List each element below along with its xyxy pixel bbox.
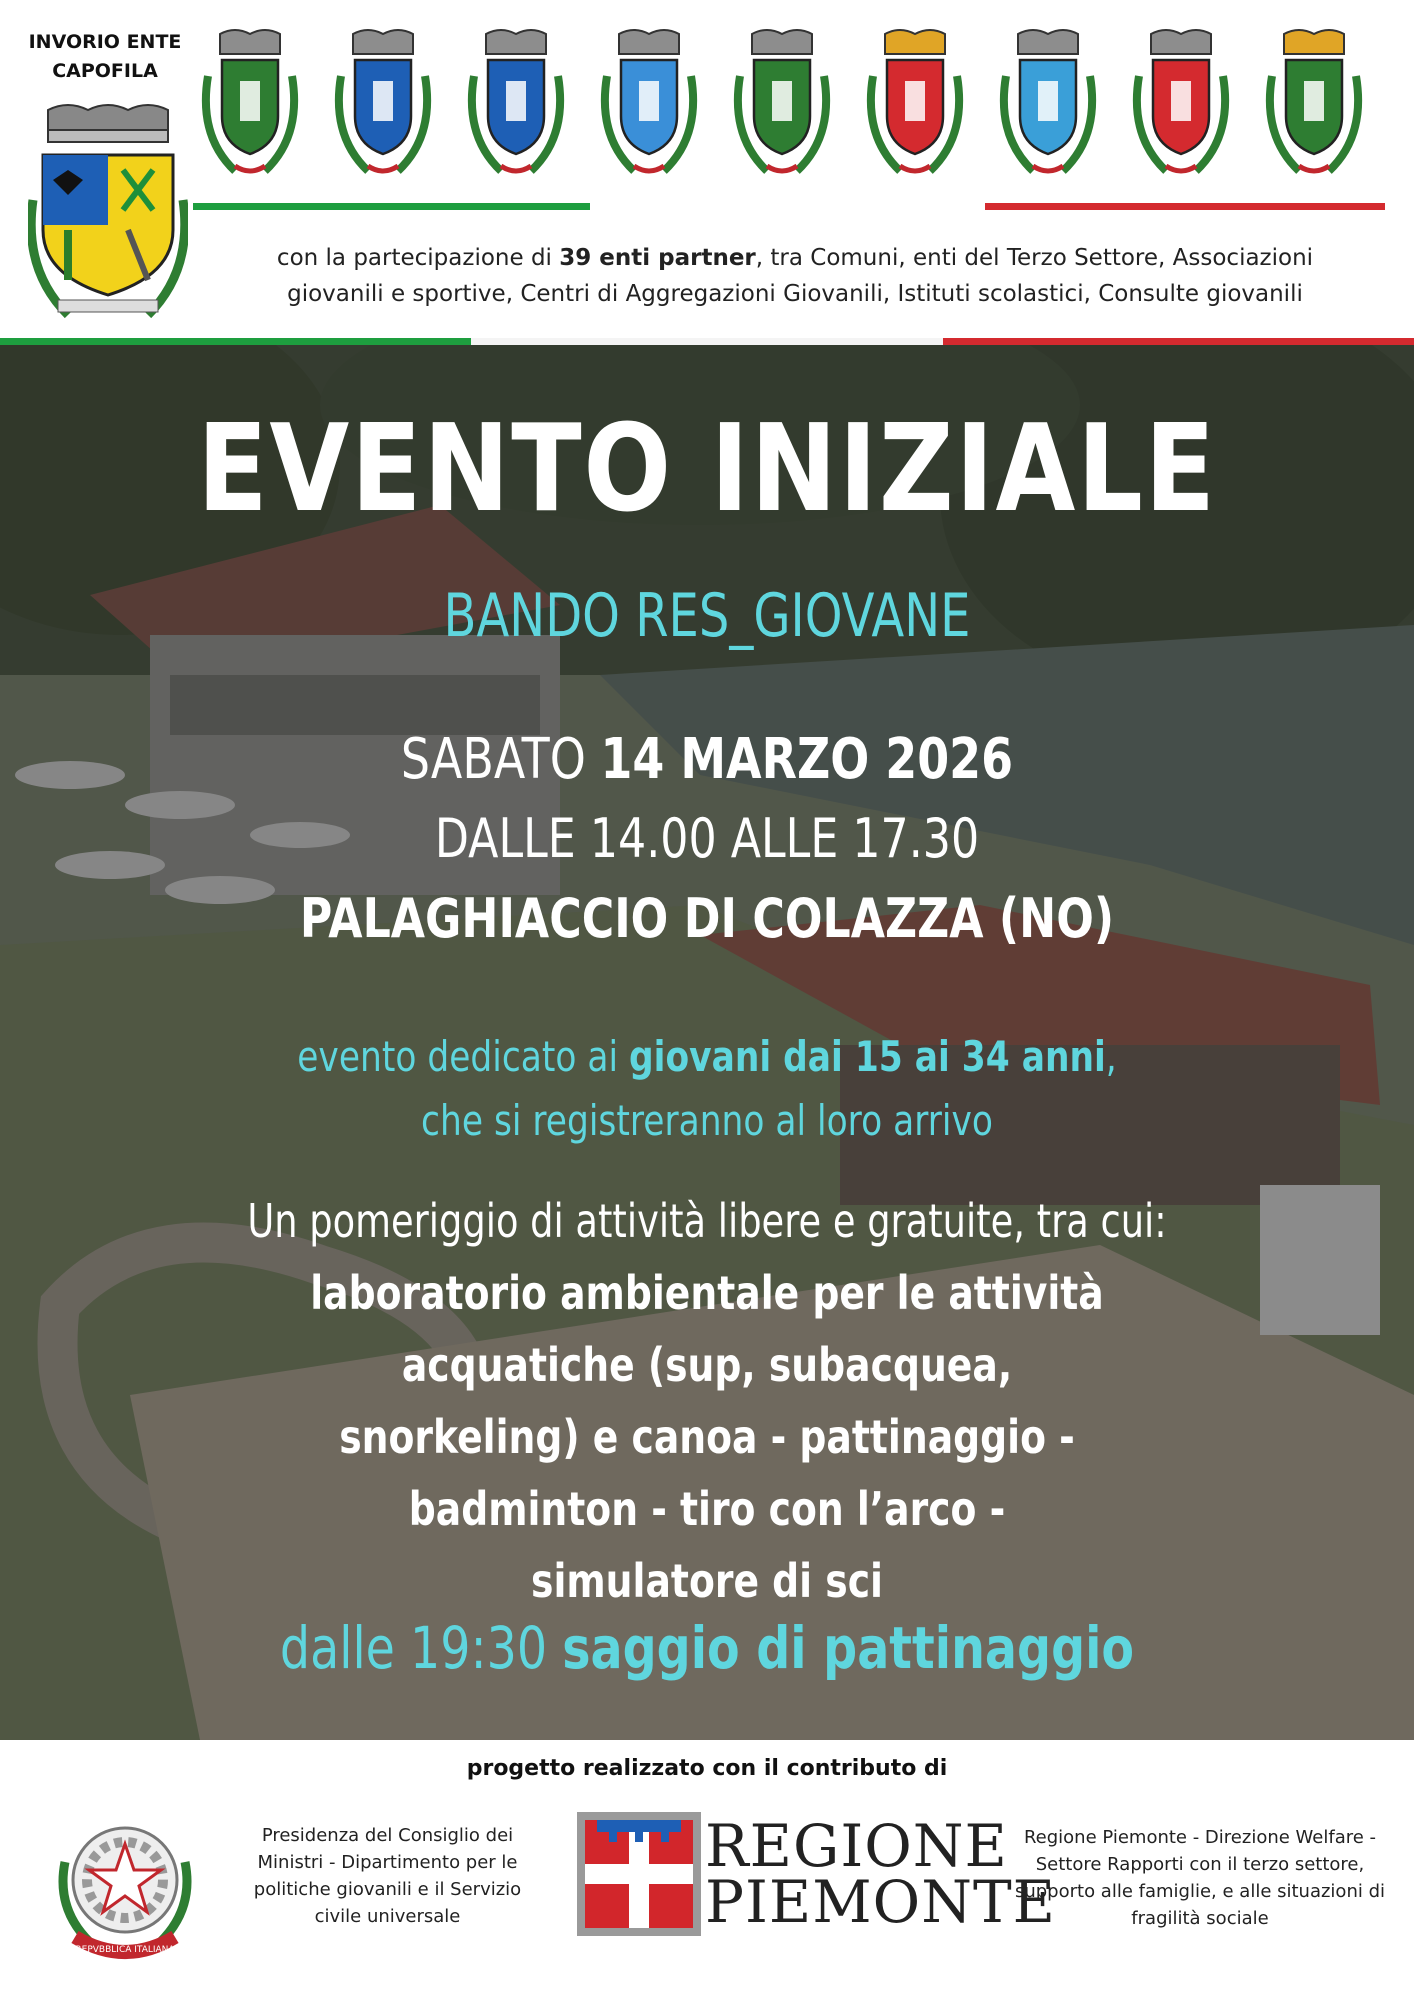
coat-of-arms-arm-sword-icon <box>1121 26 1241 186</box>
skating-show <box>127 1610 1286 1686</box>
date-value: 14 MARZO 2026 <box>600 727 1014 792</box>
partner-text-pre: con la partecipazione di <box>276 245 560 271</box>
lead-label-line1: INVORIO ENTE <box>28 31 182 53</box>
partner-text-post: , tra Comuni, enti del Terzo Settore, Associazioni giovanili e sportive, Centri di Aggregazioni Giovanili, Istituti scolastici, Consulte giovanili <box>287 245 1314 307</box>
footer <box>0 1740 1414 2000</box>
italian-republic-emblem-icon <box>45 1802 205 1962</box>
coat-of-arms-fortress-icon <box>988 26 1108 186</box>
audience-pre: evento dedicato ai <box>297 1032 630 1081</box>
region-department-text: Regione Piemonte - Direzione Welfare - Settore Rapporti con il terzo settore, supporto alle famiglie, e alle situazioni di fragilità sociale <box>1014 1827 1386 1929</box>
coat-of-arms-castle-icon <box>456 26 576 186</box>
header <box>0 0 1414 345</box>
presidency-text: Presidenza del Consiglio dei Ministri - Dipartimento per le politiche giovanili e il Servizio civile universale <box>253 1825 522 1927</box>
regione-word: REGIONE <box>705 1812 1008 1880</box>
activities-intro: Un pomeriggio di attività libere e gratuite, tra cui: <box>247 1194 1167 1248</box>
flag-stripe-green-bottom <box>0 338 471 345</box>
date-prefix: SABATO <box>400 727 601 792</box>
event-date <box>127 725 1286 795</box>
coat-of-arms-green-flag-icon <box>1254 26 1374 186</box>
audience-line1 <box>127 1025 1286 1089</box>
event-subtitle: BANDO RES_GIOVANE <box>443 581 971 651</box>
flag-stripe-red-top <box>985 203 1385 210</box>
emblem-text: REPVBBLICA ITALIANA <box>75 1945 175 1955</box>
audience-line2: che si registreranno al loro arrivo <box>421 1096 993 1145</box>
coat-of-arms-tree-icon <box>190 26 310 186</box>
skating-time: dalle 19:30 <box>279 1614 563 1682</box>
event-title: EVENTO INIZIALE <box>197 400 1217 539</box>
audience-post: , <box>1105 1032 1117 1081</box>
funding-label: progetto realizzato con il contributo di <box>466 1756 948 1781</box>
coat-of-arms-tower-icon <box>855 26 975 186</box>
audience-age-range: giovani dai 15 ai 34 anni <box>629 1032 1106 1081</box>
piemonte-word: PIEMONTE <box>705 1868 1056 1936</box>
flag-stripe-white-bottom <box>471 338 943 345</box>
flag-stripe-red-bottom <box>943 338 1414 345</box>
partner-description <box>235 240 1355 312</box>
coat-of-arms-windmill-icon <box>589 26 709 186</box>
event-photo-panel <box>0 345 1414 1740</box>
coat-of-arms-building-icon <box>323 26 443 186</box>
event-time: DALLE 14.00 ALLE 17.30 <box>434 807 980 870</box>
activities-list: laboratorio ambientale per le attività acquatiche (sup, subacquea, snorkeling) e canoa - pattinaggio - badminton - tiro con l’arco - simulatore di sci <box>310 1266 1104 1608</box>
event-place: PALAGHIACCIO DI COLAZZA (NO) <box>299 887 1115 950</box>
lead-label-line2: CAPOFILA <box>52 60 158 82</box>
partner-count: 39 enti partner <box>559 245 756 271</box>
lead-entity-label <box>20 28 190 86</box>
coat-of-arms-wheel-icon <box>722 26 842 186</box>
flag-stripe-green-top <box>193 203 590 210</box>
skating-label: saggio di pattinaggio <box>562 1614 1135 1682</box>
regione-piemonte-flag-icon <box>577 1812 701 1936</box>
event-audience <box>127 1025 1286 1153</box>
coat-of-arms-invorio-icon <box>28 100 188 325</box>
